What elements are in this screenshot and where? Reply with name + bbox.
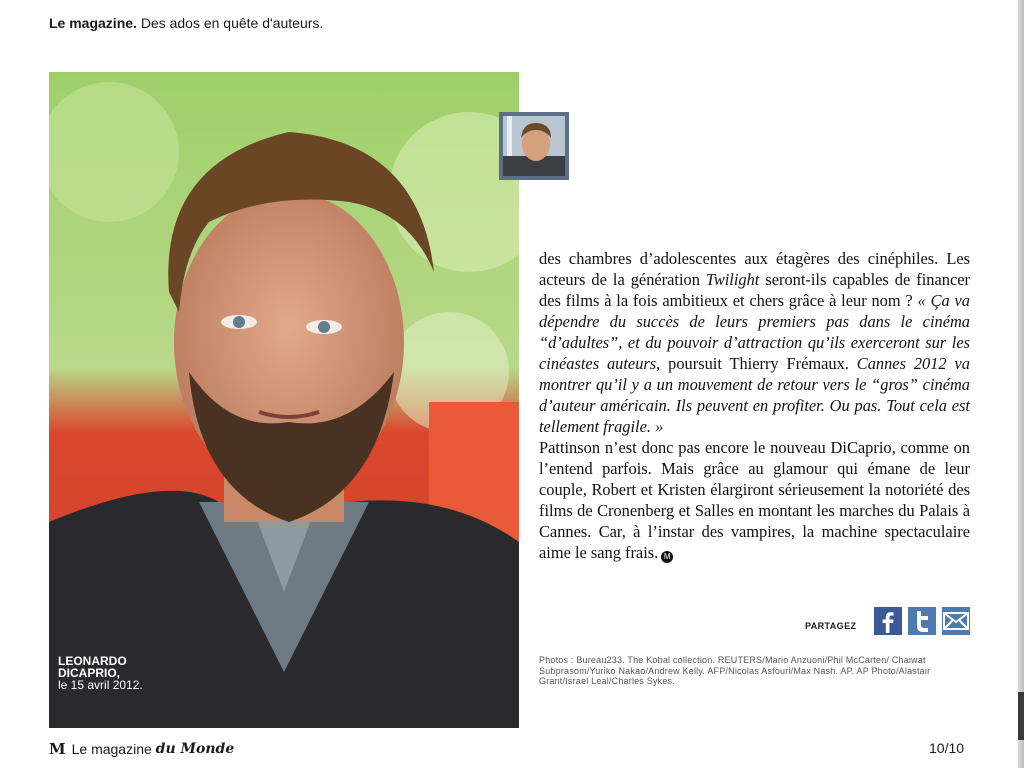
logo-du-monde: du Monde — [155, 741, 235, 757]
article-text-segment: des chambres d’adolescentes aux étagères des cinéphiles. Les acteurs de la génération — [539, 249, 970, 289]
caption-date: le 15 avril 2012. — [58, 678, 143, 692]
article-text-segment: , poursuit Thierry Frémaux. — [656, 354, 857, 373]
share-bar — [805, 607, 970, 635]
section-title: Le magazine. — [49, 15, 137, 31]
caption-name-line1: LEONARDO — [58, 654, 127, 668]
article-quote: « Ça va dépendre du succès de leurs premiers pas dans le cinéma “d’adultes”, et du pouvoir d’attraction qu’ils exerceront sur les cinéastes auteurs — [539, 291, 970, 373]
email-icon[interactable] — [942, 607, 970, 635]
thumbnail-photo[interactable] — [499, 112, 569, 180]
share-label: PARTAGEZ — [805, 621, 857, 631]
portrait-illustration — [49, 72, 519, 728]
article-paragraph-2 — [539, 437, 970, 563]
photo-caption — [58, 655, 143, 691]
magazine-logo[interactable] — [49, 740, 234, 758]
article-quote: Cannes 2012 va montrer qu’il y a un mouvement de retour vers le “gros” cinéma d’auteur américain. Ils peuvent en profiter. Ou pas. Tout cela est tellement fragile. » — [539, 354, 970, 436]
logo-text: Le magazine — [71, 741, 152, 757]
page-header — [49, 15, 323, 31]
caption-name-line2: DICAPRIO, — [58, 666, 121, 680]
photo-credits: Photos : Bureau233. The Kobal collection. REUTERS/Mario Anzuoni/Phil McCarten/ Chaiwat Subprasom/Yuriko Nakao/Andrew Kelly. AFP/Nicolas Asfouri/Max Nash. AP. AP Photo/Alastair Grant/Israel Leal/Charles Sykes. — [539, 655, 931, 686]
thumbnail-illustration — [503, 116, 565, 176]
article-text-segment: Pattinson n’est donc pas encore le nouveau DiCaprio, comme on l’entend parfois. Mais grâce au glamour qui émane de leur couple, Robert et Kristen élargiront sérieusement la notoriété des films de Cronenberg et Salles en montant les marches du Palais à Cannes. Car, à l’instar des vampires, la machine spectaculaire aime le sang frais. — [539, 438, 970, 562]
page-edge — [1018, 0, 1024, 768]
article-italic-title: Twilight — [705, 270, 760, 289]
scroll-indicator[interactable] — [1018, 692, 1024, 740]
facebook-icon[interactable] — [874, 607, 902, 635]
end-of-article-icon: M — [661, 551, 673, 563]
logo-m-icon: M — [49, 740, 66, 758]
portrait-photo — [49, 72, 519, 728]
article-paragraph-1 — [539, 248, 970, 437]
page-number: 10/10 — [929, 740, 965, 756]
article-text-segment: seront-ils capables de financer des films à la fois ambitieux et chers grâce à leur nom ? — [539, 270, 970, 310]
section-subtitle: Des ados en quête d'auteurs. — [140, 15, 324, 31]
twitter-icon[interactable] — [908, 607, 936, 635]
article-text — [539, 248, 970, 563]
